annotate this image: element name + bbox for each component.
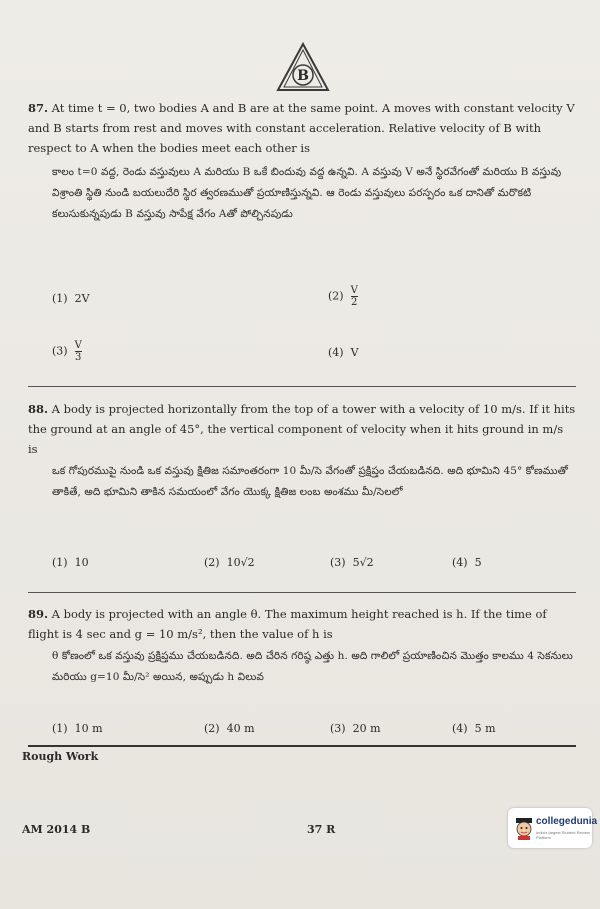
q89-option-1[interactable]: (1) 10 m — [52, 722, 103, 735]
q89-option-3[interactable]: (3) 20 m — [330, 722, 381, 735]
question-89-telugu: θ కోణంలో ఒక వస్తువు ప్రక్షిప్తము చేయబడినది. అది చేరిన గరిష్ఠ ఎత్తు h. అది గాలిలో ప్రయాణించిన మొత్తం కాలము 4 సెకనులు మరియు g=10 మీ/సె² అయిన, అప్పుడు h విలువ — [52, 650, 573, 683]
q89-option-4[interactable]: (4) 5 m — [452, 722, 496, 735]
question-87-english — [28, 98, 576, 158]
option-label: (3) — [52, 344, 68, 358]
question-number: 88. — [28, 402, 49, 416]
option-label: (4) — [328, 346, 344, 359]
q87-option-2[interactable] — [328, 285, 358, 308]
badge-letter: B — [297, 68, 309, 84]
rough-work-divider — [28, 745, 576, 747]
option-label: (2) — [328, 289, 344, 303]
mascot-icon — [514, 816, 534, 840]
q87-option-3[interactable] — [52, 340, 82, 363]
question-number: 87. — [28, 101, 49, 115]
question-text: At time t = 0, two bodies A and B are at the same point. A moves with constant velocity V and B starts from rest and moves with constant acceleration. Relative velocity of B with respect to A when the bodies meet each other is — [28, 101, 575, 155]
option-value: V — [350, 346, 359, 359]
question-89-english — [28, 604, 576, 644]
question-text: A body is projected horizontally from the top of a tower with a velocity of 10 m/s. If it hits the ground at an angle of 45°, the vertical component of velocity when it hits ground in m/s is — [28, 402, 576, 456]
option-label: (1) — [52, 292, 68, 305]
q88-option-3[interactable]: (3) 5√2 — [330, 556, 374, 569]
fraction: $\frac{V}{3}$ — [74, 340, 82, 363]
q88-option-1[interactable]: (1) 10 — [52, 556, 89, 569]
question-89 — [28, 604, 576, 688]
q89-option-2[interactable]: (2) 40 m — [204, 722, 255, 735]
q88-option-2[interactable]: (2) 10√2 — [204, 556, 255, 569]
fraction: $\frac{V}{2}$ — [350, 285, 358, 308]
series-b-triangle-badge — [276, 42, 330, 92]
question-87 — [28, 98, 576, 225]
watermark-name: collegedunia — [536, 816, 598, 827]
question-number: 89. — [28, 607, 49, 621]
page-number: 37 R — [307, 823, 336, 836]
divider — [28, 386, 576, 387]
divider — [28, 592, 576, 593]
paper-code: AM 2014 B — [22, 823, 91, 836]
rough-work-label: Rough Work — [22, 750, 99, 763]
q88-option-4[interactable]: (4) 5 — [452, 556, 482, 569]
question-88-english — [28, 399, 576, 459]
option-value: 2V — [74, 292, 90, 305]
question-88 — [28, 399, 576, 503]
question-text: A body is projected with an angle θ. The maximum height reached is h. If the time of flight is 4 sec and g = 10 m/s², then the value of h is — [28, 607, 547, 641]
q87-option-4[interactable] — [328, 346, 359, 359]
watermark-tagline: India's largest Student Review Platform — [536, 830, 590, 840]
question-88-telugu: ఒక గోపురముపై నుండి ఒక వస్తువు క్షితిజ సమాంతరంగా 10 మీ/సె వేగంతో ప్రక్షిప్తం చేయబడినది. అది భూమిని 45° కోణముతో తాకితే, అది భూమిని తాకిన సమయంలో వేగం యొక్క క్షితిజ లంబ అంశము మీ/సెలలో — [52, 465, 568, 498]
q87-option-1[interactable] — [52, 292, 90, 305]
question-87-telugu: కాలం t=0 వద్ద, రెండు వస్తువులు A మరియు B ఒకే బిందువు వద్ద ఉన్నవి. A వస్తువు V అనే స్థిరవేగంతో మరియు B వస్తువు విశ్రాంతి స్థితి నుండి బయలుదేరి స్థిర త్వరణముతో ప్రయాణిస్తున్నవి. ఆ రెండు వస్తువులు పరస్పరం ఒక దానితో మరొకటి కలుసుకున్నపుడు B వస్తువు సాపేక్ష వేగం Aతో పోల్చినపుడు — [52, 166, 562, 220]
collegedunia-watermark — [508, 808, 598, 848]
